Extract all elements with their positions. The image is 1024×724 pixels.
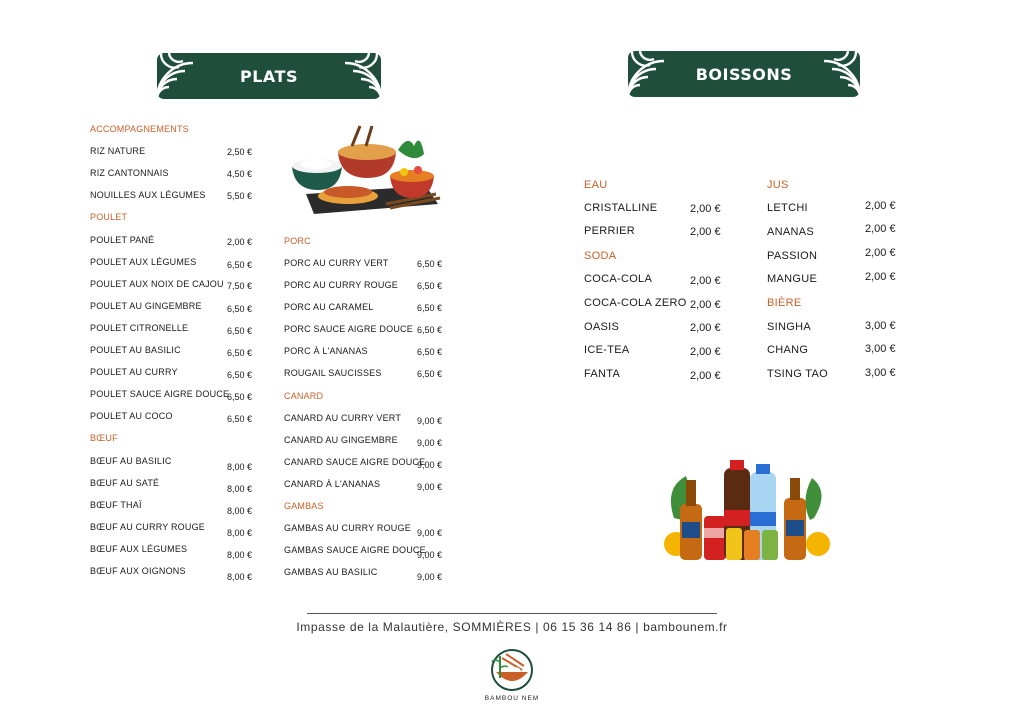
menu-price: 9,00 € xyxy=(417,482,443,492)
menu-price: 8,00 € xyxy=(227,550,253,560)
drink-item: ICE-TEA xyxy=(584,344,630,356)
menu-price: 8,00 € xyxy=(227,528,253,538)
menu-item: PORC AU CURRY VERT xyxy=(284,258,389,268)
section-heading-porc: PORC xyxy=(284,236,311,246)
menu-price: 8,00 € xyxy=(227,506,253,516)
menu-price: 6,50 € xyxy=(227,414,253,424)
drink-price: 3,00 € xyxy=(865,320,896,332)
menu-item: GAMBAS AU BASILIC xyxy=(284,567,378,577)
drink-item: PASSION xyxy=(767,250,818,262)
menu-price: 2,50 € xyxy=(227,147,253,157)
drink-price: 2,00 € xyxy=(865,247,896,259)
menu-price: 6,50 € xyxy=(227,260,253,270)
drinks-illustration xyxy=(664,458,830,564)
boissons-title: BOISSONS xyxy=(695,64,793,84)
menu-item: NOUILLES AUX LÉGUMES xyxy=(90,190,206,200)
drink-price: 3,00 € xyxy=(865,367,896,379)
menu-price: 9,00 € xyxy=(417,460,443,470)
drink-price: 2,00 € xyxy=(690,203,721,215)
menu-item: PORC À L'ANANAS xyxy=(284,346,368,356)
drink-price: 3,00 € xyxy=(865,343,896,355)
menu-item: PORC AU CURRY ROUGE xyxy=(284,280,398,290)
drink-item: MANGUE xyxy=(767,273,818,285)
footer-divider xyxy=(307,613,717,614)
drink-item: COCA-COLA xyxy=(584,273,653,285)
menu-item: PORC SAUCE AIGRE DOUCE xyxy=(284,324,413,334)
menu-item: BŒUF AU CURRY ROUGE xyxy=(90,522,205,532)
menu-price: 6,50 € xyxy=(417,281,443,291)
menu-price: 6,50 € xyxy=(227,304,253,314)
drink-price: 2,00 € xyxy=(690,226,721,238)
drink-price: 2,00 € xyxy=(865,200,896,212)
menu-price: 8,00 € xyxy=(227,484,253,494)
menu-item: CANARD SAUCE AIGRE DOUCE xyxy=(284,457,426,467)
menu-price: 9,00 € xyxy=(417,438,443,448)
section-heading-poulet: POULET xyxy=(90,212,128,222)
menu-item: POULET AUX NOIX DE CAJOU xyxy=(90,279,224,289)
menu-price: 6,50 € xyxy=(417,259,443,269)
footer-contact: Impasse de la Malautière, SOMMIÈRES | 06 15 36 14 86 | bambounem.fr xyxy=(296,620,728,634)
section-heading-accompagnements: ACCOMPAGNEMENTS xyxy=(90,124,189,134)
menu-item: POULET AU CURRY xyxy=(90,367,178,377)
menu-price: 9,00 € xyxy=(417,528,443,538)
menu-item: BŒUF THAÏ xyxy=(90,500,142,510)
menu-price: 8,00 € xyxy=(227,572,253,582)
menu-price: 9,00 € xyxy=(417,572,443,582)
section-heading-soda: SODA xyxy=(584,250,617,262)
menu-price: 6,50 € xyxy=(417,303,443,313)
menu-item: PORC AU CARAMEL xyxy=(284,302,374,312)
drink-price: 2,00 € xyxy=(865,271,896,283)
drink-item: OASIS xyxy=(584,321,620,333)
menu-item: GAMBAS AU CURRY ROUGE xyxy=(284,523,411,533)
menu-price: 6,50 € xyxy=(227,370,253,380)
drink-item: TSING TAO xyxy=(767,368,828,380)
drink-item: PERRIER xyxy=(584,225,635,237)
menu-item: CANARD À L'ANANAS xyxy=(284,479,381,489)
menu-item: ROUGAIL SAUCISSES xyxy=(284,368,382,378)
drink-item: COCA-COLA ZERO xyxy=(584,297,687,309)
menu-item: RIZ NATURE xyxy=(90,146,146,156)
drink-item: LETCHI xyxy=(767,202,808,214)
menu-price: 6,50 € xyxy=(417,347,443,357)
section-heading-jus: JUS xyxy=(767,179,789,191)
section-heading-gambas: GAMBAS xyxy=(284,501,324,511)
menu-price: 8,00 € xyxy=(227,462,253,472)
menu-item: BŒUF AUX OIGNONS xyxy=(90,566,186,576)
menu-price: 6,50 € xyxy=(227,326,253,336)
menu-item: POULET AU COCO xyxy=(90,411,173,421)
drink-item: FANTA xyxy=(584,368,621,380)
wave-ornament-icon xyxy=(820,51,860,97)
menu-price: 5,50 € xyxy=(227,191,253,201)
menu-price: 6,50 € xyxy=(417,325,443,335)
drink-price: 2,00 € xyxy=(690,370,721,382)
menu-price: 9,00 € xyxy=(417,550,443,560)
menu-price: 9,00 € xyxy=(417,416,443,426)
section-heading-canard: CANARD xyxy=(284,391,324,401)
menu-item: BŒUF AUX LÉGUMES xyxy=(90,544,188,554)
boissons-banner xyxy=(628,51,860,97)
menu-price: 6,50 € xyxy=(227,392,253,402)
menu-item: RIZ CANTONNAIS xyxy=(90,168,169,178)
menu-item: POULET PANÉ xyxy=(90,235,155,245)
menu-item: POULET CITRONELLE xyxy=(90,323,189,333)
drink-price: 2,00 € xyxy=(865,223,896,235)
drink-price: 2,00 € xyxy=(690,322,721,334)
drink-item: ANANAS xyxy=(767,226,815,238)
bambou-nem-logo xyxy=(484,644,540,706)
drink-item: CRISTALLINE xyxy=(584,202,658,214)
wave-ornament-icon xyxy=(628,51,668,97)
drink-price: 2,00 € xyxy=(690,275,721,287)
section-heading-eau: EAU xyxy=(584,179,608,191)
menu-item: POULET AUX LÉGUMES xyxy=(90,257,197,267)
wave-ornament-icon xyxy=(157,53,197,99)
menu-item: BŒUF AU BASILIC xyxy=(90,456,172,466)
section-heading-boeuf: BŒUF xyxy=(90,433,118,443)
menu-item: POULET SAUCE AIGRE DOUCE xyxy=(90,389,230,399)
drink-item: CHANG xyxy=(767,344,809,356)
asian-food-illustration xyxy=(286,124,448,216)
drink-price: 2,00 € xyxy=(690,299,721,311)
menu-item: POULET AU BASILIC xyxy=(90,345,181,355)
logo-text: BAMBOU NEM xyxy=(484,695,540,702)
menu-item: BŒUF AU SATÉ xyxy=(90,478,160,488)
menu-item: CANARD AU GINGEMBRE xyxy=(284,435,398,445)
section-heading-biere: BIÈRE xyxy=(767,297,802,309)
menu-price: 6,50 € xyxy=(417,369,443,379)
menu-item: POULET AU GINGEMBRE xyxy=(90,301,202,311)
drink-price: 2,00 € xyxy=(690,346,721,358)
menu-item: GAMBAS SAUCE AIGRE DOUCE xyxy=(284,545,426,555)
menu-price: 7,50 € xyxy=(227,281,253,291)
menu-item: CANARD AU CURRY VERT xyxy=(284,413,402,423)
plats-banner xyxy=(157,53,381,99)
wave-ornament-icon xyxy=(341,53,381,99)
drink-item: SINGHA xyxy=(767,321,811,333)
menu-price: 2,00 € xyxy=(227,237,253,247)
plats-title: PLATS xyxy=(240,66,298,86)
menu-price: 6,50 € xyxy=(227,348,253,358)
menu-price: 4,50 € xyxy=(227,169,253,179)
